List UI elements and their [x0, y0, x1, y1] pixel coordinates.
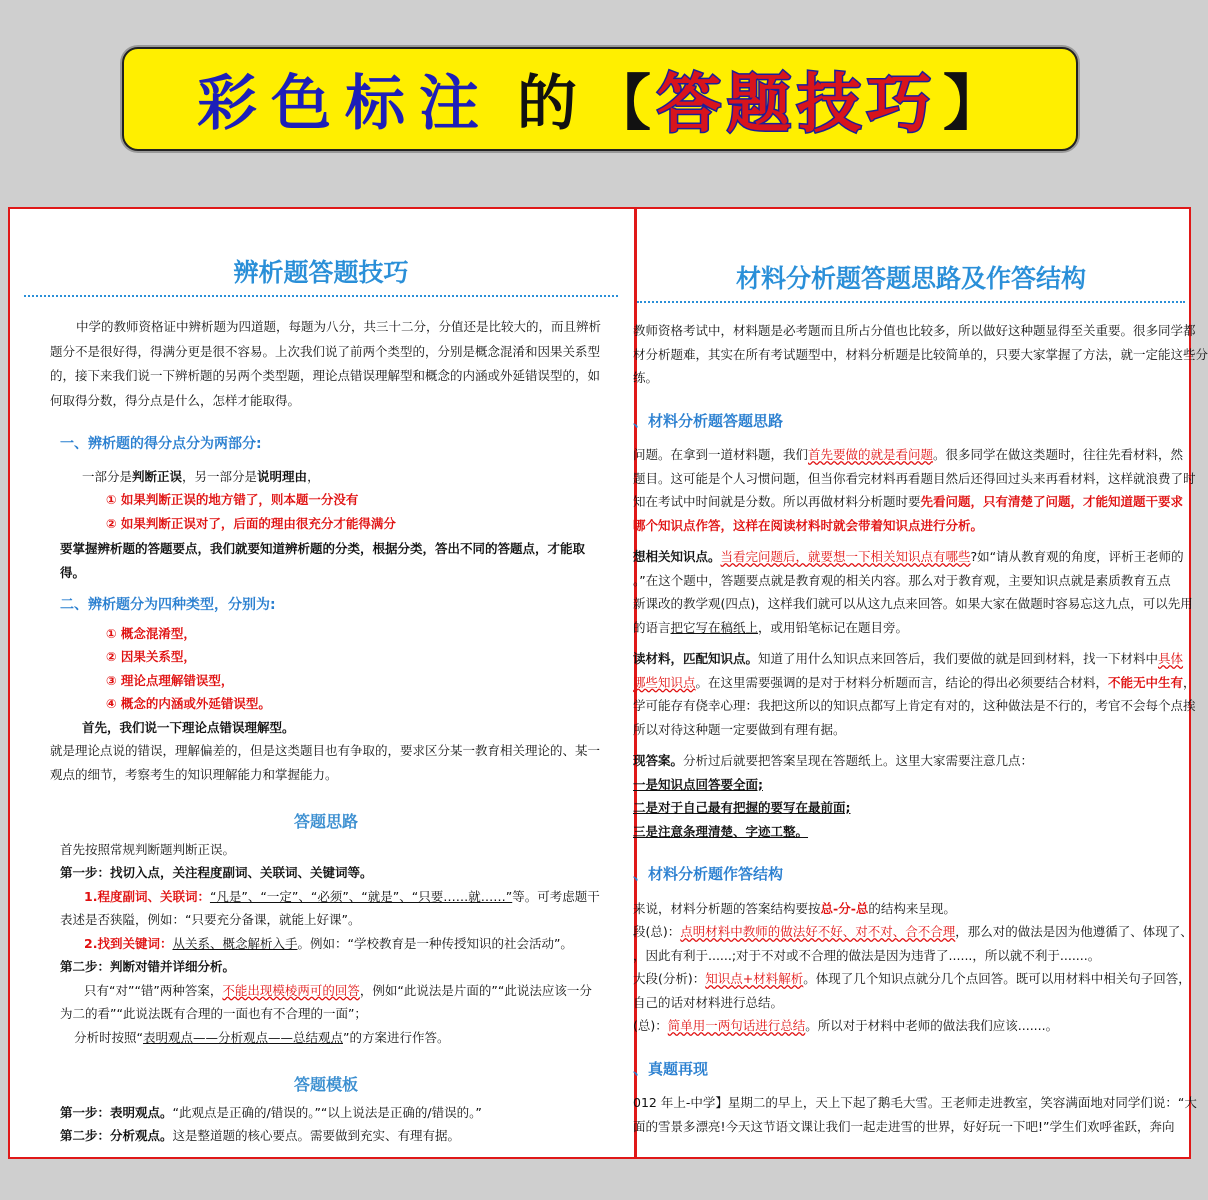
document-sheets: [8, 207, 1208, 1159]
left-type-3: ③ 理论点理解错误型，: [106, 672, 234, 688]
right-a3: [633, 490, 1185, 514]
right-d4: 三是注意条理清楚、字迹工整。: [633, 823, 809, 839]
right-page: [633, 209, 1208, 1157]
right-c3: 学可能存有侥幸心理：我把这所以的知识点都写上肯定有对的，这种做法是不行的，考官不会每个点挨: [633, 698, 1196, 713]
banner-text-de: 的: [517, 69, 577, 139]
text: 。所以对于材料中老师的做法我们应该.......。: [805, 1018, 1059, 1033]
text: 来说，材料分析题的答案结构要按: [633, 900, 821, 916]
text: 知道了用什么知识点来回答后，我们要做的就是回到材料，找一下材料中: [758, 651, 1159, 666]
left-template-1: [20, 1101, 602, 1125]
text: 知在考试中时间就是分数。所以再做材料分析题时要: [633, 494, 921, 509]
text: 。体现了几个知识点就分几个点回答。既可以用材料中相关句子回答，: [803, 971, 1191, 986]
right-b1: [633, 545, 1185, 569]
left-type-4: ④ 概念的内涵或外延错误型。: [106, 696, 271, 711]
text: 想相关知识点。: [633, 549, 721, 564]
text: 。例如：“学校教育是一种传授知识的社会活动”。: [297, 935, 573, 951]
right-f1: 012 年上-中学】星期二的早上，天上下起了鹅毛大雪。王老师走进教室，笑容满面地对同学们说：“大: [633, 1095, 1197, 1110]
right-c2: [633, 671, 1196, 695]
text: 表明观点——分析观点——总结观点: [142, 1029, 343, 1045]
text: 不能出现模棱两可的回答: [222, 982, 360, 998]
text: 当看完问题后，就要想一下相关知识点有哪些: [720, 549, 971, 564]
text: 。很多同学在做这类题时，往往先看材料，然: [933, 447, 1184, 462]
text: 问题。在拿到一道材料题，我们: [633, 447, 809, 462]
right-intro-2: 材分析题难，其实在所有考试题型中，材料分析题是比较简单的，只要大家掌握了方法，就一定能这些分: [633, 346, 1208, 362]
text: ，或用铅笔标记在题目旁。: [758, 619, 909, 635]
text: 。在这里需要强调的是对于材料分析题而言，结论的得出必须要结合材料，: [695, 674, 1109, 690]
text: 的语言: [633, 619, 671, 635]
left-heading-2: 二、辨析题分为四种类型，分别为:: [60, 597, 276, 613]
text: ，: [307, 468, 320, 484]
right-heading-1: 、材料分析题答题思路: [633, 411, 784, 430]
left-heading-3: 答题思路: [293, 812, 358, 831]
right-heading-2: 、材料分析题作答结构: [633, 865, 784, 883]
text: 分析过后就要把答案呈现在答题纸上。这里大家需要注意几点：: [683, 753, 1034, 768]
banner-highlight: 答题技巧: [657, 67, 937, 142]
text: 1.程度副词、关联词：: [84, 888, 210, 904]
left-step-2: 第二步：判断对错并详细分析。: [60, 959, 236, 974]
right-f2: 面的雪景多漂亮!今天这节语文课让我们一起走进雪的世界，好好玩一下吧!”学生们欢呼雀跃，奔向: [633, 1118, 1175, 1134]
text: 判断正误: [132, 468, 183, 484]
text: 这是整道题的核心要点。需要做到充实、有理有据。: [172, 1128, 461, 1143]
text: 总-分-总: [820, 900, 869, 916]
text: 第一步：表明观点。: [60, 1104, 173, 1120]
text: 说明理由: [257, 468, 308, 484]
left-para-3: 首先，我们说一下理论点错误理解型。: [82, 719, 295, 735]
right-e2: [633, 920, 1193, 944]
right-d2: 一是知识点回答要全面;: [633, 776, 763, 792]
right-b2: 。”在这个题中，答题要点就是教育观的相关内容。那么对于教育观，主要知识点就是素质教育五点: [633, 572, 1171, 588]
right-c1: [633, 647, 1185, 671]
text: 2.找到关键词：: [84, 935, 173, 951]
left-step-2-method: [50, 1026, 602, 1050]
text: 等。可考虑题干表述是否狭隘，例如：“只要充分备课，就能上好课”。: [60, 888, 600, 927]
left-step-1-detail: [20, 885, 602, 932]
text: ，例如“此说法是片面的”“此说法应该一分为二的看”“此说法既有合理的一面也有不合理的一面”；: [60, 982, 592, 1021]
text: ，另一部分是: [182, 468, 258, 484]
text: 的结构来呈现。: [868, 900, 956, 916]
right-d1: [633, 749, 1185, 773]
left-para-2: 要掌握辨析题的答题要点，我们就要知道辨析题的分类，根据分类，答出不同的答题点，才能取得。: [60, 541, 586, 580]
text: 简单用一两句话进行总结: [667, 1018, 806, 1033]
right-b3: 新课改的教学观(四点)，这样我们就可以从这九点来回答。如果大家在做题时容易忘这九点，可以先用: [633, 596, 1193, 611]
right-d3: 二是对于自己最有把握的要写在最前面;: [633, 800, 851, 815]
text: 一部分是: [82, 468, 133, 484]
banner: [122, 47, 1078, 151]
right-heading-3: 、真题再现: [633, 1059, 709, 1078]
text: 知识点+材料解析: [705, 971, 804, 986]
right-b4: [633, 616, 1185, 640]
text: ”的方案进行作答。: [343, 1029, 450, 1045]
banner-bracket-right: 】: [943, 69, 1003, 139]
left-heading-1: 一、辨析题的得分点分为两部分:: [60, 436, 262, 452]
left-step-1-keyword: [20, 932, 602, 956]
right-e4: [633, 967, 1191, 991]
text: “此观点是正确的/错误的。”“以上说法是正确的/错误的。”: [172, 1104, 482, 1120]
text: 首先要做的就是看问题: [808, 447, 934, 462]
right-intro-1: 教师资格考试中，材料题是必考题而且所占分值也比较多，所以做好这种题显得至关重要。很多同学都: [633, 323, 1196, 338]
left-step-1: 第一步：找切入点，关注程度副词、关联词、关键词等。: [60, 865, 373, 880]
right-page-title: 材料分析题答题思路及作答结构: [637, 209, 1185, 303]
right-e1: [633, 897, 1185, 921]
text: ?如“请从教育观的角度，评析王老师的: [970, 549, 1184, 564]
left-para-1: [50, 465, 602, 489]
right-e3: ，因此有利于......;对于不对或不合理的做法是因为违背了......，所以就不利于.......。: [633, 947, 1101, 963]
text: 哪些知识点: [633, 674, 696, 690]
left-item-1: ① 如果判断正误的地方错了，则本题一分没有: [106, 492, 359, 507]
text: 不能无中生有: [1108, 674, 1184, 690]
left-para-4: 就是理论点说的错误，理解偏差的，但是这类题目也有争取的，要求区分某一教育相关理论的、某一观点的细节，考察考生的知识理解能力和掌握能力。: [50, 743, 601, 782]
text: “凡是”、“一定”、“必须”、“就是”、“只要……就……”: [209, 888, 513, 904]
text: 先看问题，只有清楚了问题，才能知道题干要求: [920, 494, 1184, 509]
text: 从关系、概念解析入手: [172, 935, 298, 951]
left-page-title: 辨析题答题技巧: [24, 209, 618, 297]
text: 段(总)：: [633, 924, 681, 939]
text: 具体: [1158, 651, 1184, 666]
right-e6: [633, 1014, 1185, 1038]
left-heading-4: 答题模板: [293, 1075, 358, 1094]
text: 把它写在稿纸上: [670, 619, 759, 635]
left-type-1: ① 概念混淆型，: [106, 625, 196, 641]
text: 现答案。: [633, 753, 684, 768]
left-step-0: 首先按照常规判断题判断正误。: [60, 841, 236, 857]
right-a2: 题目。这可能是个人习惯问题，但当你看完材料再看题目然后还得回过头来再看材料，这样就浪费了时: [633, 470, 1196, 486]
text: 点明材料中教师的做法好不好、对不对、合不合理: [680, 924, 956, 939]
right-intro-3: 练。: [633, 370, 659, 385]
text: ，那么对的做法是因为他遵循了、体现了、: [955, 924, 1193, 939]
text: (总)：: [633, 1018, 668, 1033]
text: 只有“对”“错”两种答案，: [84, 982, 223, 998]
left-step-2-detail: [20, 979, 602, 1026]
left-page: [10, 209, 632, 1157]
text: 读材料，匹配知识点。: [633, 651, 759, 666]
banner-bracket-left: 【: [591, 69, 651, 139]
text: 大段(分析)：: [633, 971, 706, 986]
text: ，: [1183, 674, 1196, 690]
right-c4: 所以对待这种题一定要做到有理有据。: [633, 721, 846, 737]
left-intro: 中学的教师资格证中辨析题为四道题，每题为八分，共三十二分，分值还是比较大的，而且辨析题分不是很好得，得满分更是很不容易。上次我们说了前两个类型的，分别是概念混淆和因果关系型的，接下来我们说一下辨析题的另两个类型题，理论点错误理解型和概念的内涵或外延错误型的，如何取得分数，得分点是什么，怎样才能取得。: [50, 319, 602, 408]
right-a1: [633, 443, 1185, 467]
left-item-2: ② 如果判断正误对了，后面的理由很充分才能得满分: [106, 515, 396, 531]
banner-text-colored: 彩色标注: [197, 69, 493, 139]
text: 分析时按照“: [74, 1029, 143, 1045]
left-template-2: [20, 1124, 602, 1148]
left-type-2: ② 因果关系型，: [106, 649, 196, 664]
right-a4: 哪个知识点作答，这样在阅读材料时就会带着知识点进行分析。: [633, 517, 984, 533]
text: 第二步：分析观点。: [60, 1128, 173, 1143]
right-e5: 自己的话对材料进行总结。: [633, 994, 784, 1010]
